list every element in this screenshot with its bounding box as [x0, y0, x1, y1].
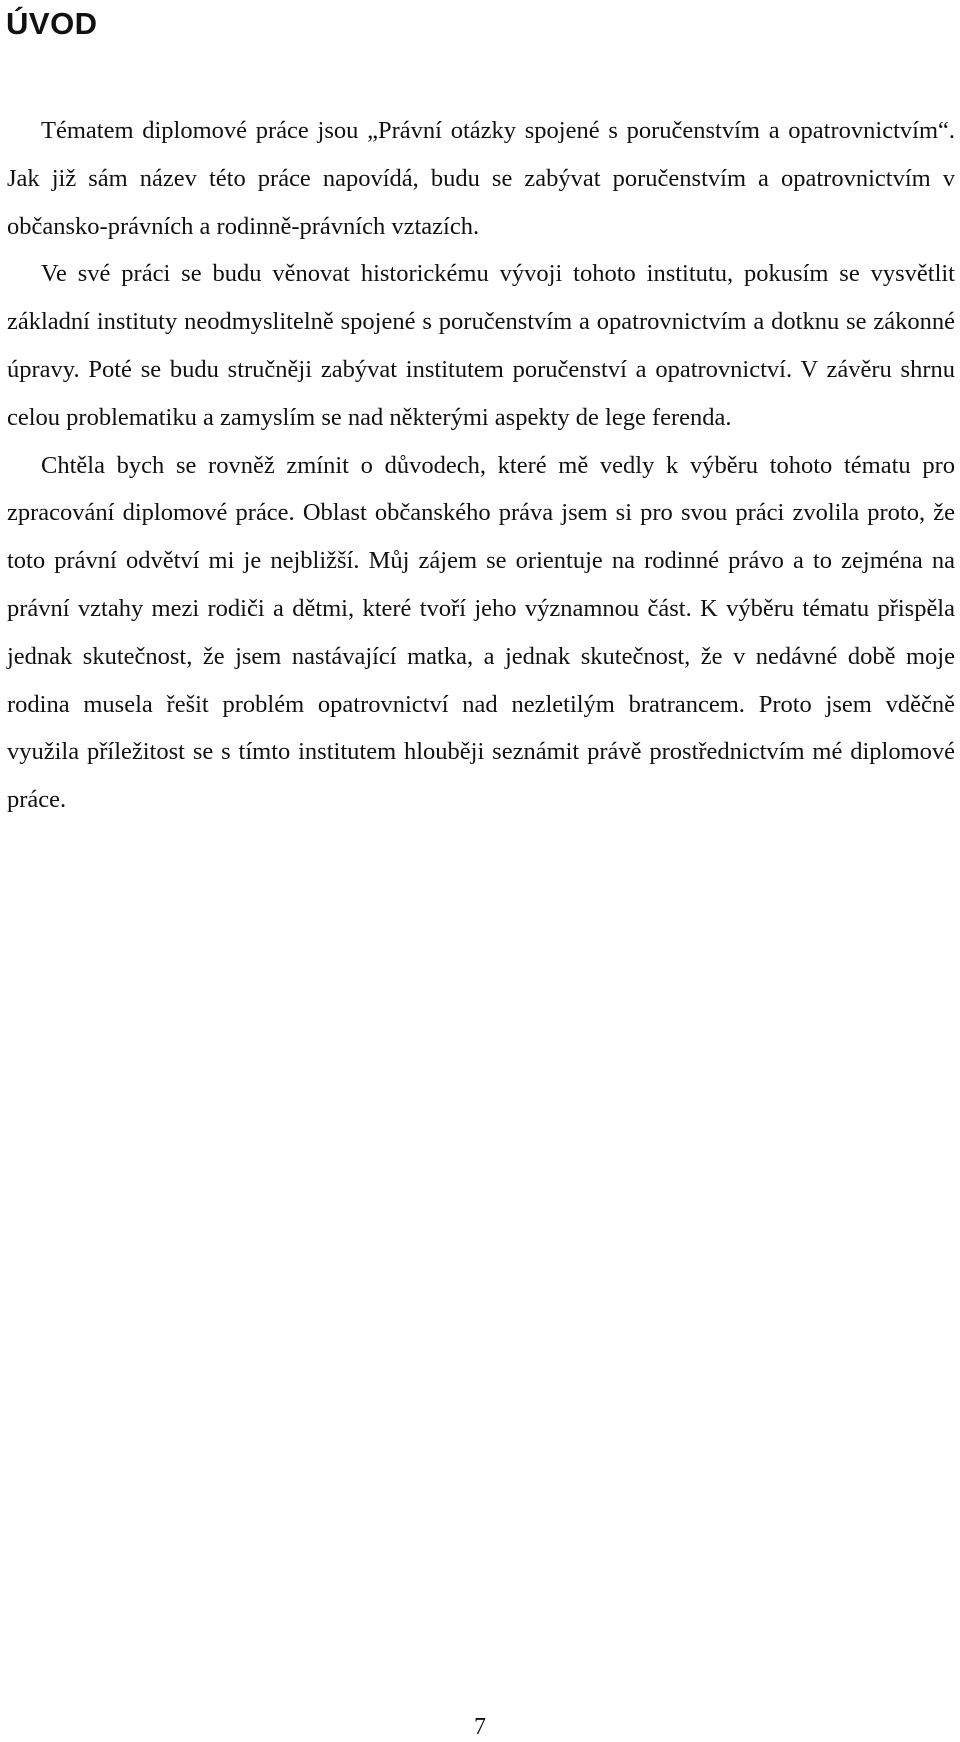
introduction-body — [7, 107, 955, 824]
section-heading: ÚVOD — [6, 6, 98, 41]
paragraph-motivation: Chtěla bych se rovněž zmínit o důvodech, které mě vedly k výběru tohoto tématu pro zpracování diplomové práce. Oblast občanského práva jsem si pro svou práci zvolila proto, že toto právní odvětví mi je nejbližší. Můj zájem se orientuje na rodinné právo a to zejména na právní vztahy mezi rodiči a dětmi, které tvoří jeho významnou část. K výběru tématu přispěla jednak skutečnost, že jsem nastávající matka, a jednak skutečnost, že v nedávné době moje rodina musela řešit problém opatrovnictví nad nezletilým bratrancem. Proto jsem vděčně využila příležitost se s tímto institutem hlouběji seznámit právě prostřednictvím mé diplomové práce. — [7, 451, 955, 814]
paragraph-structure: Ve své práci se budu věnovat historickému vývoji tohoto institutu, pokusím se vysvětlit základní instituty neodmyslitelně spojené s poručenstvím a opatrovnictvím a dotknu se zákonné úpravy. Poté se budu stručněji zabývat institutem poručenství a opatrovnictví. V závěru shrnu celou problematiku a zamyslím se nad některými aspekty de lege ferenda. — [7, 260, 955, 431]
paragraph-topic: Tématem diplomové práce jsou „Právní otázky spojené s poručenstvím a opatrovnictvím“. Jak již sám název této práce napovídá, budu se zabývat poručenstvím a opatrovnictvím v občansko-právních a rodinně-právních vztazích. — [7, 117, 955, 240]
page-number: 7 — [474, 1714, 486, 1740]
